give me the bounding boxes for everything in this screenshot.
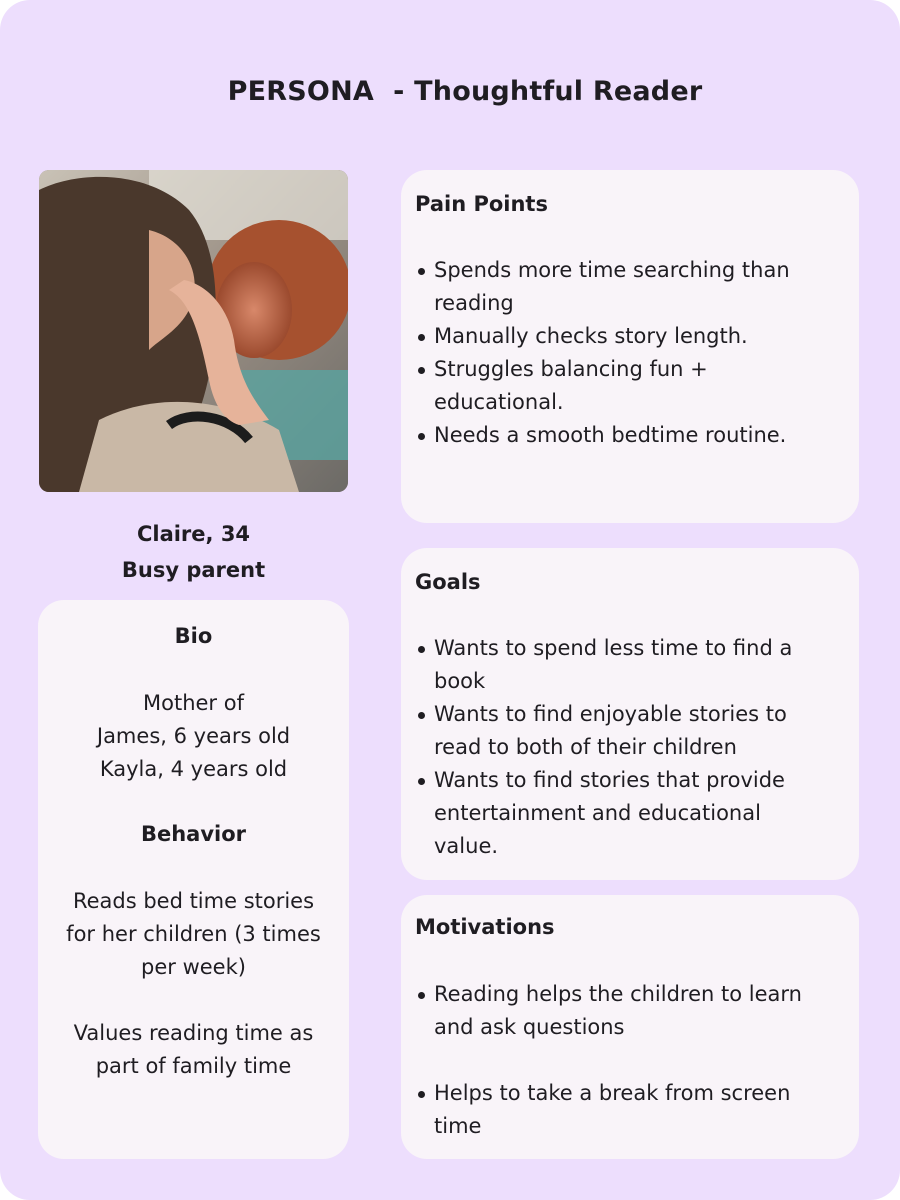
motivations-list bbox=[415, 978, 802, 1143]
motivations-heading: Motivations bbox=[415, 915, 555, 939]
pain-points-list bbox=[415, 254, 790, 452]
persona-role: Busy parent bbox=[121, 558, 266, 582]
bio-panel bbox=[38, 600, 349, 1159]
list-item: Struggles balancing fun + educational. bbox=[415, 353, 790, 419]
list-item: Manually checks story length. bbox=[415, 320, 790, 353]
list-item: Needs a smooth bedtime routine. bbox=[415, 419, 790, 452]
persona-photo bbox=[39, 170, 348, 492]
goals-panel bbox=[401, 548, 859, 880]
motivations-panel bbox=[401, 895, 859, 1159]
list-item: Wants to find enjoyable stories to read to both of their children bbox=[415, 698, 792, 764]
goals-list bbox=[415, 632, 792, 863]
pain-points-heading: Pain Points bbox=[415, 192, 548, 216]
list-item: Wants to spend less time to find a book bbox=[415, 632, 792, 698]
persona-name-age: Claire, 34 bbox=[136, 522, 251, 546]
behavior-heading: Behavior bbox=[140, 822, 247, 846]
bio-heading: Bio bbox=[174, 624, 213, 648]
persona-identity bbox=[39, 516, 348, 588]
bio-text: Mother of James, 6 years old Kayla, 4 years old bbox=[96, 691, 291, 781]
mother-and-child-photo-graphic bbox=[39, 170, 348, 492]
pain-points-panel bbox=[401, 170, 859, 523]
behavior-text-values: Values reading time as part of family time bbox=[73, 1021, 314, 1078]
behavior-text-frequency: Reads bed time stories for her children (3 times per week) bbox=[66, 889, 321, 979]
goals-heading: Goals bbox=[415, 570, 481, 594]
list-item: Spends more time searching than reading bbox=[415, 254, 790, 320]
list-item: Wants to find stories that provide entertainment and educational value. bbox=[415, 764, 792, 863]
list-item: Reading helps the children to learn and ask questions bbox=[415, 978, 802, 1044]
page-title: PERSONA - Thoughtful Reader bbox=[227, 76, 703, 107]
list-item: Helps to take a break from screen time bbox=[415, 1077, 802, 1143]
